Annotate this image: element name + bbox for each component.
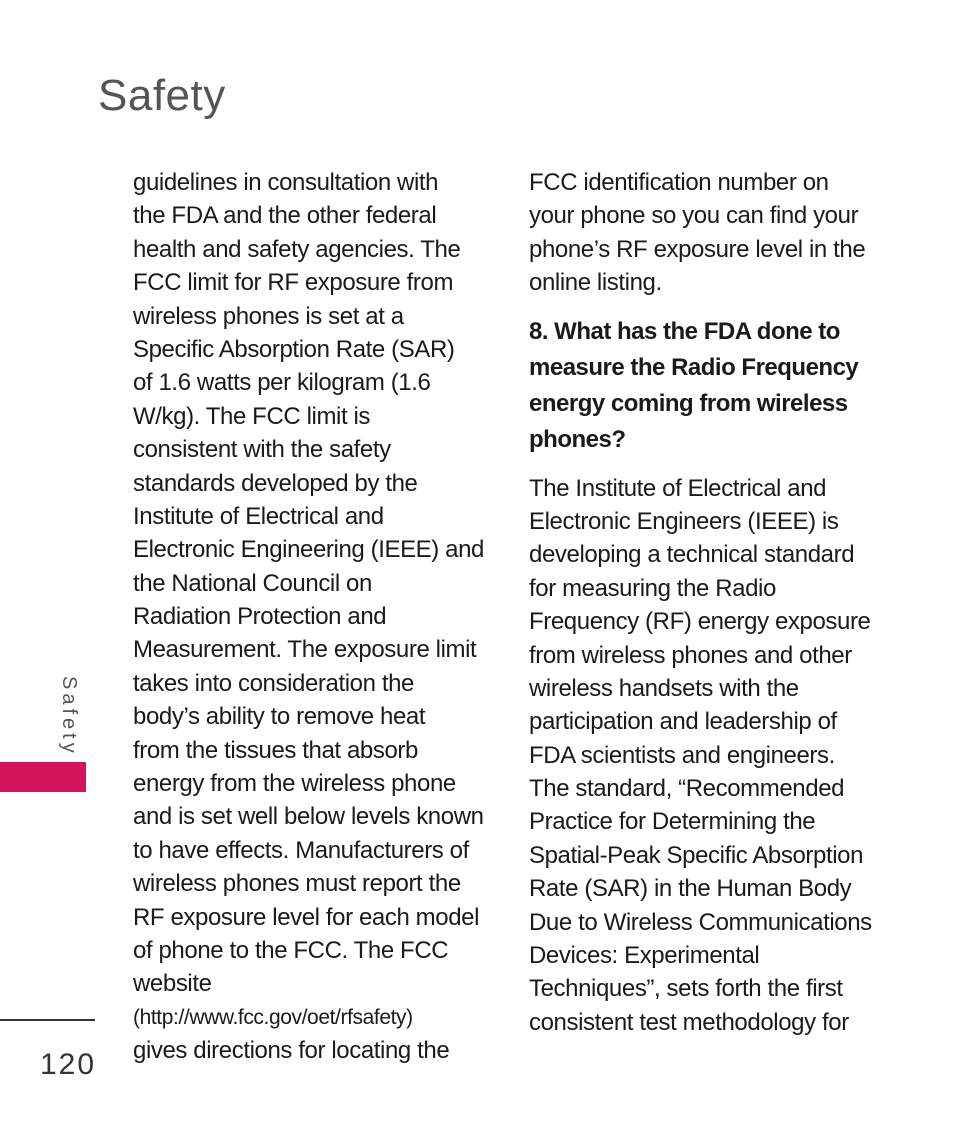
body-line: Practice for Determining the bbox=[529, 808, 816, 836]
body-line: RF exposure level for each model bbox=[133, 903, 480, 931]
body-line: from wireless phones and other bbox=[529, 641, 852, 669]
body-line: Electronic Engineers (IEEE) is bbox=[529, 507, 839, 535]
question-line: 8. What has the FDA done to bbox=[529, 317, 840, 345]
body-line: health and safety agencies. The bbox=[133, 235, 461, 263]
body-line: for measuring the Radio bbox=[529, 574, 776, 602]
body-line: website bbox=[133, 970, 212, 998]
answer-paragraph bbox=[529, 472, 879, 1040]
body-line: body’s ability to remove heat bbox=[133, 703, 426, 731]
body-line: Specific Absorption Rate (SAR) bbox=[133, 335, 455, 363]
body-line: Institute of Electrical and bbox=[133, 502, 384, 530]
page-number: 120 bbox=[40, 1048, 97, 1081]
page-title: Safety bbox=[98, 71, 226, 120]
side-section-label: Safety bbox=[58, 676, 80, 757]
left-text-column bbox=[133, 166, 483, 1068]
fcc-rfsafety-url: (http://www.fcc.gov/oet/rfsafety) bbox=[133, 1005, 413, 1029]
body-line: W/kg). The FCC limit is bbox=[133, 402, 371, 430]
body-line: consistent test methodology for bbox=[529, 1008, 849, 1036]
body-line: wireless handsets with the bbox=[529, 674, 799, 702]
body-line: of phone to the FCC. The FCC bbox=[133, 936, 449, 964]
body-line: FCC limit for RF exposure from bbox=[133, 269, 454, 297]
body-line: the National Council on bbox=[133, 569, 372, 597]
page-number-rule bbox=[0, 1019, 95, 1021]
body-line: of 1.6 watts per kilogram (1.6 bbox=[133, 369, 431, 397]
body-line: Rate (SAR) in the Human Body bbox=[529, 875, 852, 903]
body-line: developing a technical standard bbox=[529, 541, 855, 569]
body-line: wireless phones must report the bbox=[133, 870, 461, 898]
paragraph-gap bbox=[529, 458, 879, 472]
body-line: Devices: Experimental bbox=[529, 942, 760, 970]
right-text-column bbox=[529, 166, 879, 1039]
body-line: gives directions for locating the bbox=[133, 1037, 450, 1065]
body-line: consistent with the safety bbox=[133, 436, 391, 464]
body-line: your phone so you can find your bbox=[529, 202, 859, 230]
body-line: Frequency (RF) energy exposure bbox=[529, 608, 871, 636]
body-line: the FDA and the other federal bbox=[133, 202, 437, 230]
body-line: Measurement. The exposure limit bbox=[133, 636, 477, 664]
body-line: Radiation Protection and bbox=[133, 603, 387, 631]
body-line: standards developed by the bbox=[133, 469, 418, 497]
body-line: Spatial-Peak Specific Absorption bbox=[529, 841, 864, 869]
paragraph-gap bbox=[529, 300, 879, 314]
body-line: to have effects. Manufacturers of bbox=[133, 836, 469, 864]
body-line: FCC identification number on bbox=[529, 169, 829, 196]
body-line: phone’s RF exposure level in the bbox=[529, 235, 866, 263]
body-line: Techniques”, sets forth the first bbox=[529, 975, 843, 1003]
body-line: The standard, “Recommended bbox=[529, 775, 845, 803]
intro-paragraph bbox=[529, 166, 879, 300]
body-line: takes into consideration the bbox=[133, 669, 414, 697]
body-line: wireless phones is set at a bbox=[133, 302, 404, 330]
question-line: phones? bbox=[529, 425, 626, 453]
body-line: FDA scientists and engineers. bbox=[529, 741, 835, 769]
body-line: participation and leadership of bbox=[529, 708, 837, 736]
body-line: Electronic Engineering (IEEE) and bbox=[133, 536, 484, 564]
question-heading bbox=[529, 314, 879, 458]
question-line: energy coming from wireless bbox=[529, 389, 848, 417]
section-tab-marker bbox=[0, 762, 86, 792]
body-line: The Institute of Electrical and bbox=[529, 474, 827, 502]
body-line: and is set well below levels known bbox=[133, 803, 484, 831]
body-line: online listing. bbox=[529, 269, 662, 297]
question-line: measure the Radio Frequency bbox=[529, 353, 859, 381]
body-line: from the tissues that absorb bbox=[133, 736, 418, 764]
body-line: Due to Wireless Communications bbox=[529, 908, 872, 936]
body-line: guidelines in consultation with bbox=[133, 169, 439, 196]
body-line: energy from the wireless phone bbox=[133, 770, 456, 798]
